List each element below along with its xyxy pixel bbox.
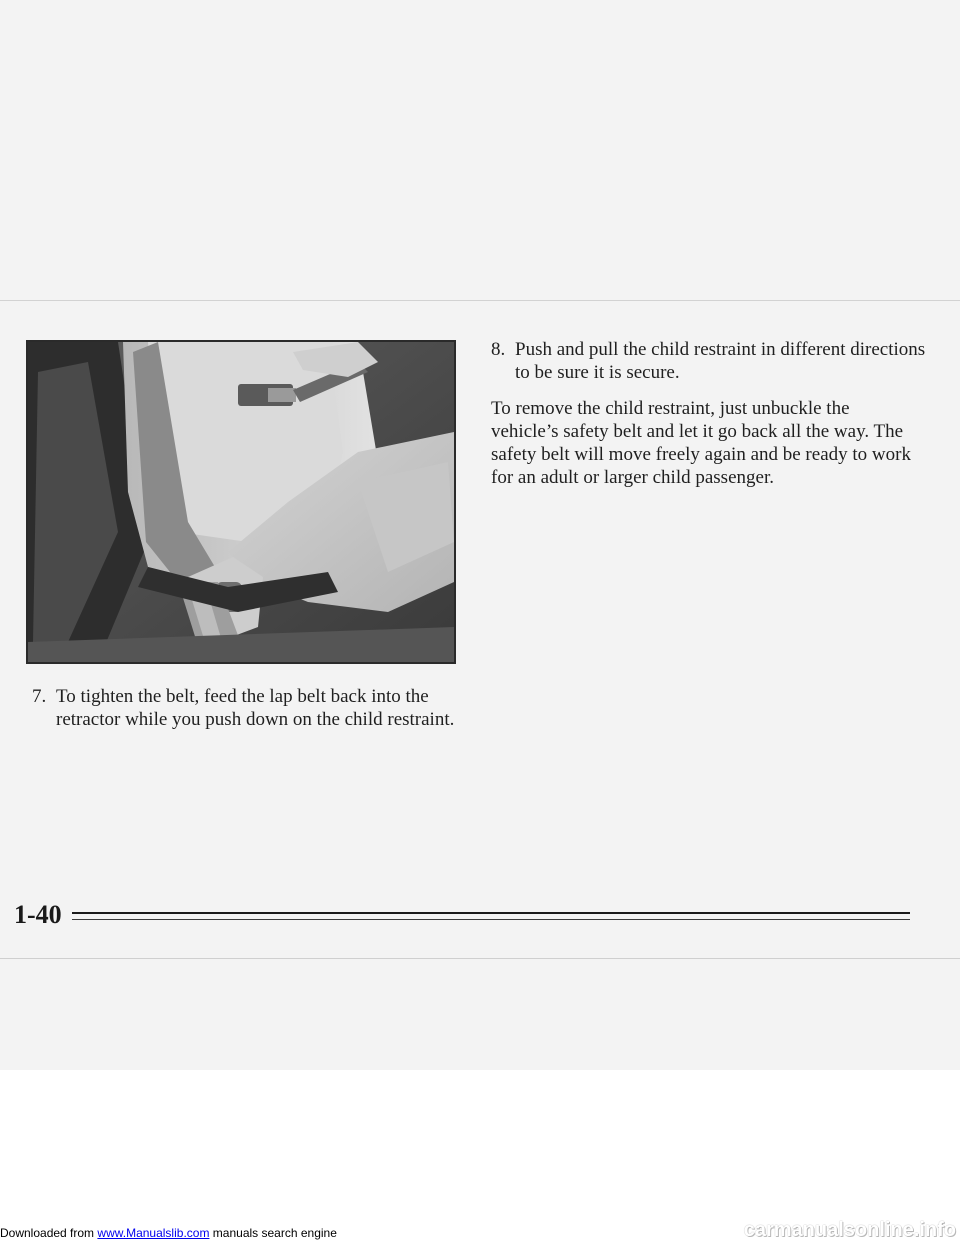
watermark: carmanualsonline.info	[743, 1219, 956, 1241]
step-7	[32, 685, 472, 731]
step-8-text: Push and pull the child restraint in different directions to be sure it is secure.	[515, 339, 926, 383]
step-7-number: 7.	[32, 686, 47, 707]
page-number: 1-40	[14, 900, 62, 929]
manualslib-link[interactable]: www.Manualslib.com	[97, 1226, 210, 1240]
download-note	[0, 1226, 337, 1240]
step-8-number: 8.	[491, 339, 506, 360]
step-7-text: To tighten the belt, feed the lap belt back into the retractor while you push down on the child restraint.	[56, 686, 455, 730]
step-8	[491, 338, 931, 384]
footer-rule-thin	[72, 919, 910, 920]
footer-rule-thick	[72, 912, 910, 914]
page-footer	[14, 895, 910, 935]
bottom-rule	[0, 958, 960, 959]
child-restraint-photo	[26, 340, 456, 664]
top-rule	[0, 300, 960, 301]
download-note-prefix: Downloaded from	[0, 1226, 95, 1240]
download-note-suffix: manuals search engine	[212, 1226, 337, 1240]
remove-restraint-paragraph: To remove the child restraint, just unbuckle the vehicle’s safety belt and let it go back all the way. The safety belt will move freely again and be ready to work for an adult or larger child passenger.	[491, 398, 911, 488]
